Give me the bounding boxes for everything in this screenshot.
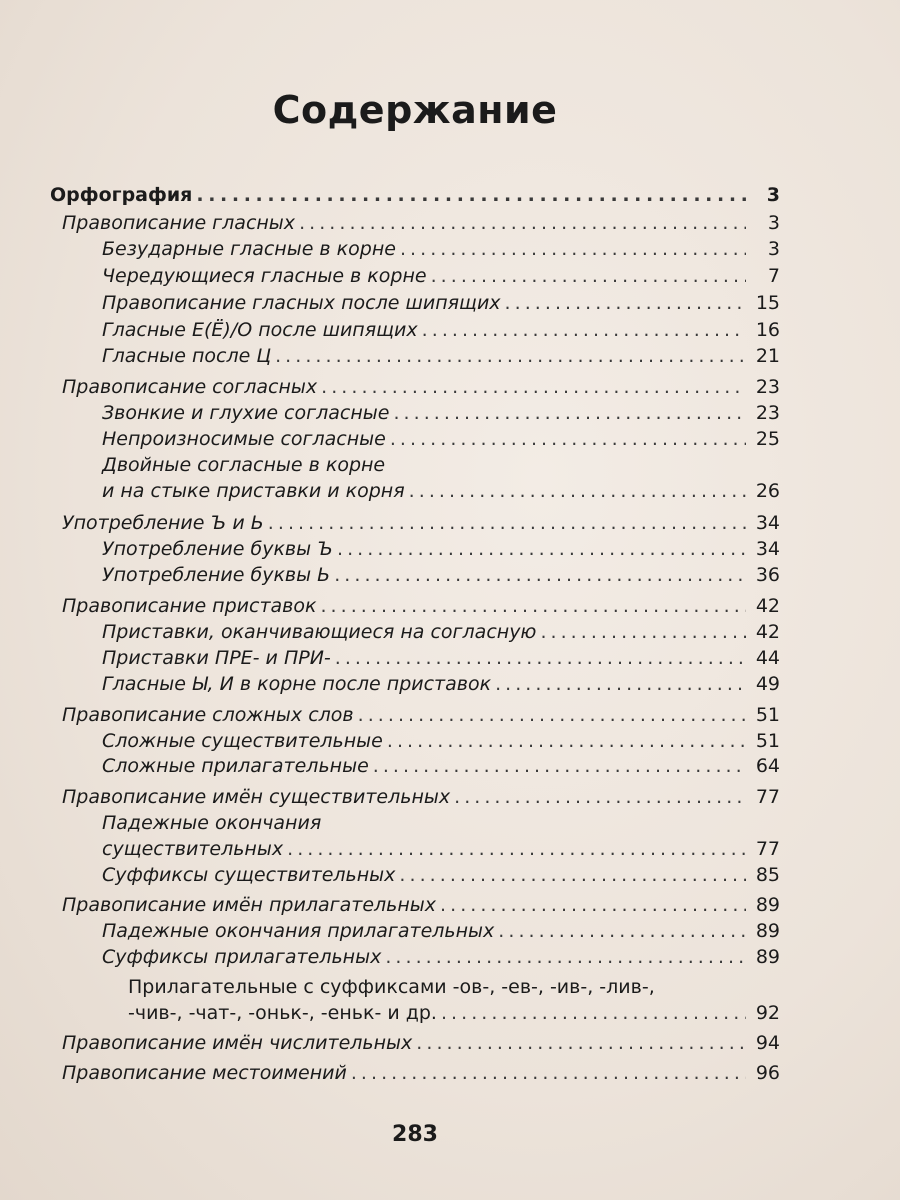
- toc-entry: [50, 836, 780, 862]
- toc-entry: [50, 671, 780, 697]
- leader-dots: [287, 836, 746, 862]
- toc-page-number: 51: [755, 704, 780, 726]
- toc-entry: [50, 478, 780, 504]
- toc-entry: [50, 1000, 780, 1026]
- leader-dots: [505, 290, 746, 316]
- leader-dots: [422, 317, 746, 343]
- toc-entry-label: Суффиксы прилагательных: [102, 946, 382, 968]
- toc-entry: [50, 536, 780, 562]
- toc-entry-label: Правописание гласных: [62, 212, 296, 234]
- toc-entry-label: существительных: [102, 838, 284, 860]
- toc-entry: [50, 182, 780, 208]
- toc-entry-label: Орфография: [50, 184, 193, 206]
- toc-page-number: 51: [755, 730, 780, 752]
- toc-entry-label: Падежные окончания прилагательных: [102, 920, 495, 942]
- toc-page-number: 26: [755, 480, 780, 502]
- toc-page-number: 34: [755, 512, 780, 534]
- leader-dots: [409, 478, 746, 504]
- leader-dots: [390, 426, 746, 452]
- toc-entry: [50, 784, 780, 810]
- toc-entry: [50, 210, 780, 236]
- toc-entry-label: Чередующиеся гласные в корне: [102, 265, 427, 287]
- toc-entry: [50, 918, 780, 944]
- toc-page-number: 3: [766, 184, 780, 206]
- leader-dots: [431, 263, 746, 289]
- toc-entry: [50, 1030, 780, 1056]
- leader-dots: [373, 753, 746, 779]
- toc-page-number: 92: [755, 1002, 780, 1024]
- leader-dots: [196, 182, 746, 208]
- toc-page-number: 3: [767, 238, 780, 260]
- toc-entry-label-line1: Прилагательные с суффиксами -ов-, -ев-, -ив-, -лив-,: [128, 976, 655, 998]
- page-number: 283: [392, 1122, 438, 1147]
- toc-entry-label-line1: Падежные окончания: [102, 812, 322, 834]
- toc-entry: [50, 753, 780, 779]
- leader-dots: [321, 374, 746, 400]
- toc-entry: [50, 702, 780, 728]
- leader-dots: [385, 944, 746, 970]
- toc-page-number: 21: [755, 345, 780, 367]
- leader-dots: [320, 593, 746, 619]
- toc-page-number: 23: [755, 402, 780, 424]
- toc-entry: [50, 1060, 780, 1086]
- toc-page-number: 96: [755, 1062, 780, 1084]
- toc-page-number: 64: [755, 755, 780, 777]
- toc-entry: [50, 944, 780, 970]
- leader-dots: [454, 784, 746, 810]
- toc-entry-label: Безударные гласные в корне: [102, 238, 396, 260]
- toc-page-number: 25: [755, 428, 780, 450]
- toc-page-number: 42: [755, 621, 780, 643]
- toc-entry: [50, 343, 780, 369]
- toc-entry: [50, 562, 780, 588]
- leader-dots: [416, 1030, 746, 1056]
- toc-entry-label: Суффиксы существительных: [102, 864, 396, 886]
- toc-entry-label: Сложные прилагательные: [102, 755, 369, 777]
- toc-page-number: 89: [755, 894, 780, 916]
- toc-page-number: 77: [755, 786, 780, 808]
- toc-entry-label: Гласные Ы, И в корне после приставок: [102, 673, 492, 695]
- toc-entry-label: Правописание имён прилагательных: [62, 894, 437, 916]
- toc-entry-label: и на стыке приставки и корня: [102, 480, 405, 502]
- leader-dots: [335, 645, 746, 671]
- toc-page-number: 34: [755, 538, 780, 560]
- leader-dots: [540, 619, 746, 645]
- toc-page-number: 36: [755, 564, 780, 586]
- toc-entry-label-line1: Двойные согласные в корне: [102, 454, 386, 476]
- toc-entry: [50, 645, 780, 671]
- leader-dots: [387, 728, 746, 754]
- toc-page-number: 89: [755, 946, 780, 968]
- toc-entry: [50, 510, 780, 536]
- toc-entry-label: Звонкие и глухие согласные: [102, 402, 390, 424]
- toc-page-number: 85: [755, 864, 780, 886]
- toc-entry-label: Правописание имён существительных: [62, 786, 451, 808]
- toc-entry-label: Правописание местоимений: [62, 1062, 347, 1084]
- toc-entry-label: -чив-, -чат-, -оньк-, -еньк- и др.: [128, 1002, 437, 1024]
- toc-page-number: 7: [767, 265, 780, 287]
- leader-dots: [351, 1060, 746, 1086]
- toc-entry: [50, 374, 780, 400]
- toc-page-number: 42: [755, 595, 780, 617]
- toc-entry-label: Правописание сложных слов: [62, 704, 354, 726]
- toc-entry: [50, 892, 780, 918]
- toc-entry: [50, 728, 780, 754]
- toc-entry: [50, 263, 780, 289]
- leader-dots: [399, 862, 746, 888]
- toc-entry-label: Употребление Ъ и Ь: [62, 512, 264, 534]
- toc-entry-label: Гласные Е(Ё)/О после шипящих: [102, 319, 418, 341]
- toc-entry: [50, 400, 780, 426]
- toc-page-number: 44: [755, 647, 780, 669]
- leader-dots: [358, 702, 746, 728]
- toc-page-number: 15: [755, 292, 780, 314]
- toc-page-number: 23: [755, 376, 780, 398]
- toc-entry: [50, 290, 780, 316]
- toc-entry: [50, 593, 780, 619]
- toc-page-number: 94: [755, 1032, 780, 1054]
- toc-entry: [50, 619, 780, 645]
- leader-dots: [299, 210, 746, 236]
- toc-page-number: 16: [755, 319, 780, 341]
- toc-page-number: 49: [755, 673, 780, 695]
- leader-dots: [337, 536, 746, 562]
- toc-page-number: 3: [767, 212, 780, 234]
- leader-dots: [275, 343, 746, 369]
- toc-entry-label: Приставки ПРЕ- и ПРИ-: [102, 647, 331, 669]
- leader-dots: [334, 562, 746, 588]
- toc-page-number: 89: [755, 920, 780, 942]
- toc-entry-label: Правописание согласных: [62, 376, 318, 398]
- leader-dots: [441, 1000, 746, 1026]
- toc-entry-label: Употребление буквы Ъ: [102, 538, 333, 560]
- leader-dots: [400, 236, 746, 262]
- toc-entry-label: Гласные после Ц: [102, 345, 272, 367]
- leader-dots: [268, 510, 746, 536]
- toc-entry: [50, 317, 780, 343]
- leader-dots: [393, 400, 746, 426]
- leader-dots: [498, 918, 746, 944]
- toc-page-number: 77: [755, 838, 780, 860]
- leader-dots: [495, 671, 746, 697]
- toc-entry: [50, 862, 780, 888]
- page-title: Содержание: [272, 88, 558, 132]
- toc-entry: [50, 236, 780, 262]
- toc-entry-label: Употребление буквы Ь: [102, 564, 331, 586]
- toc-entry-label: Правописание гласных после шипящих: [102, 292, 501, 314]
- toc-entry-label: Сложные существительные: [102, 730, 383, 752]
- toc-entry-label: Непроизносимые согласные: [102, 428, 386, 450]
- toc-entry-label: Правописание приставок: [62, 595, 317, 617]
- toc-entry-label: Приставки, оканчивающиеся на согласную: [102, 621, 537, 643]
- toc-entry-label: Правописание имён числительных: [62, 1032, 413, 1054]
- toc-entry: [50, 426, 780, 452]
- leader-dots: [440, 892, 746, 918]
